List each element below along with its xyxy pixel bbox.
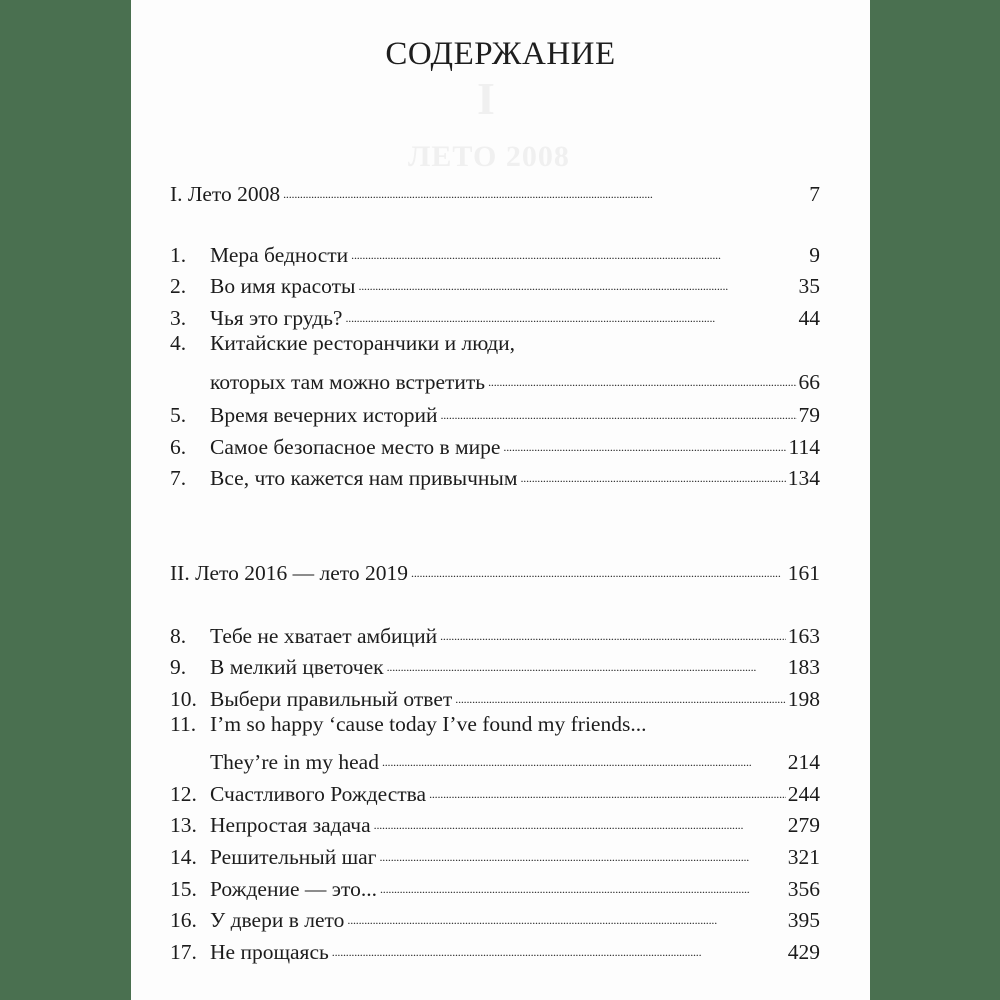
dot-leader [488, 361, 796, 389]
chapter-number: 16. [170, 908, 197, 932]
page-number: 214 [787, 750, 820, 774]
chapter-title: Решительный шаг [210, 845, 377, 869]
dot-leader [332, 931, 786, 959]
chapter-number: 3. [170, 306, 187, 330]
toc-chapter-17[interactable] [170, 931, 820, 964]
dot-leader [455, 678, 785, 706]
bleed-through-numeral: I [477, 73, 495, 124]
toc-chapter-11[interactable] [170, 710, 820, 738]
chapter-title: Мера бедности [210, 243, 349, 267]
page-number: 244 [787, 782, 820, 806]
toc-chapter-16[interactable] [170, 899, 820, 932]
dot-leader [382, 741, 786, 769]
toc-chapter-9[interactable] [170, 646, 820, 679]
chapter-title-continued: которых там можно встретить [210, 370, 486, 394]
toc-chapter-2[interactable] [170, 265, 820, 298]
chapter-number: 4. [170, 331, 187, 355]
toc-chapter-4[interactable] [170, 329, 820, 357]
chapter-number: 9. [170, 655, 187, 679]
page-number: 35 [798, 274, 820, 298]
chapter-title: Рождение — это... [210, 877, 377, 901]
chapter-title: I’m so happy ‘cause today I’ve found my friends... [210, 712, 647, 736]
dot-leader [503, 426, 786, 454]
dot-leader [358, 265, 796, 293]
page-number: 134 [787, 466, 820, 490]
chapter-title-continued: They’re in my head [210, 750, 379, 774]
dot-leader [283, 173, 807, 201]
toc-chapter-6[interactable] [170, 426, 820, 459]
chapter-number: 14. [170, 845, 197, 869]
dot-leader [380, 836, 786, 864]
chapter-number: 8. [170, 624, 187, 648]
chapter-title: У двери в лето [210, 908, 345, 932]
chapter-title: Выбери правильный ответ [210, 687, 453, 711]
chapter-title: В мелкий цветочек [210, 655, 384, 679]
dot-leader [347, 899, 785, 927]
toc-chapter-3[interactable] [170, 297, 820, 330]
chapter-number: 1. [170, 243, 187, 267]
chapter-title: Китайские ресторанчики и люди, [210, 331, 516, 355]
chapter-title: Непростая задача [210, 813, 371, 837]
page-number: 429 [787, 940, 820, 964]
toc-chapter-4-continued[interactable] [170, 361, 820, 394]
chapter-title: Во имя красоты [210, 274, 356, 298]
dot-leader [440, 394, 796, 422]
part-label: I. Лето 2008 [170, 182, 281, 206]
toc-chapter-12[interactable] [170, 773, 820, 806]
dot-leader [429, 773, 786, 801]
page-number: 356 [787, 877, 820, 901]
chapter-title: Все, что кажется нам привычным [210, 466, 518, 490]
toc-chapter-15[interactable] [170, 868, 820, 901]
toc-chapter-8[interactable] [170, 615, 820, 648]
part-label: II. Лето 2016 — лето 2019 [170, 561, 409, 585]
toc-chapter-1[interactable] [170, 234, 820, 267]
page-number: 79 [798, 403, 820, 427]
table-of-contents [131, 0, 870, 1000]
page-number: 163 [787, 624, 820, 648]
chapter-number: 5. [170, 403, 187, 427]
toc-chapter-13[interactable] [170, 804, 820, 837]
chapter-title: Тебе не хватает амбиций [210, 624, 438, 648]
book-page [131, 0, 870, 1000]
page-number: 66 [798, 370, 820, 394]
page-number: 114 [788, 435, 820, 459]
toc-part-1[interactable] [170, 173, 820, 206]
page-number: 198 [787, 687, 820, 711]
dot-leader [411, 552, 786, 580]
chapter-number: 7. [170, 466, 187, 490]
chapter-number: 6. [170, 435, 187, 459]
dot-leader [380, 868, 786, 896]
chapter-title: Счастливого Рождества [210, 782, 427, 806]
dot-leader [387, 646, 786, 674]
toc-chapter-10[interactable] [170, 678, 820, 711]
chapter-number: 17. [170, 940, 197, 964]
chapter-number: 11. [170, 712, 197, 736]
toc-chapter-14[interactable] [170, 836, 820, 869]
toc-part-2[interactable] [170, 552, 820, 585]
chapter-number: 2. [170, 274, 187, 298]
chapter-title: Самое безопасное место в мире [210, 435, 501, 459]
toc-chapter-7[interactable] [170, 457, 820, 490]
dot-leader [345, 297, 796, 325]
chapter-title: Время вечерних историй [210, 403, 438, 427]
chapter-title: Не прощаясь [210, 940, 329, 964]
chapter-number: 15. [170, 877, 197, 901]
toc-chapter-5[interactable] [170, 394, 820, 427]
page-number: 395 [787, 908, 820, 932]
dot-leader [440, 615, 786, 643]
page-number: 183 [787, 655, 820, 679]
chapter-number: 12. [170, 782, 197, 806]
page-number: 9 [809, 243, 820, 267]
dot-leader [521, 457, 786, 485]
page-title: СОДЕРЖАНИЕ [385, 36, 616, 72]
chapter-title: Чья это грудь? [210, 306, 343, 330]
page-number: 321 [787, 845, 820, 869]
page-number: 44 [798, 306, 820, 330]
dot-leader [374, 804, 786, 832]
toc-chapter-11-continued[interactable] [170, 741, 820, 774]
page-number: 161 [787, 561, 820, 585]
chapter-number: 10. [170, 687, 197, 711]
dot-leader [351, 234, 807, 262]
page-number: 279 [787, 813, 820, 837]
chapter-number: 13. [170, 813, 197, 837]
page-number: 7 [809, 182, 820, 206]
bleed-through-title: ЛЕТО 2008 [408, 140, 570, 173]
